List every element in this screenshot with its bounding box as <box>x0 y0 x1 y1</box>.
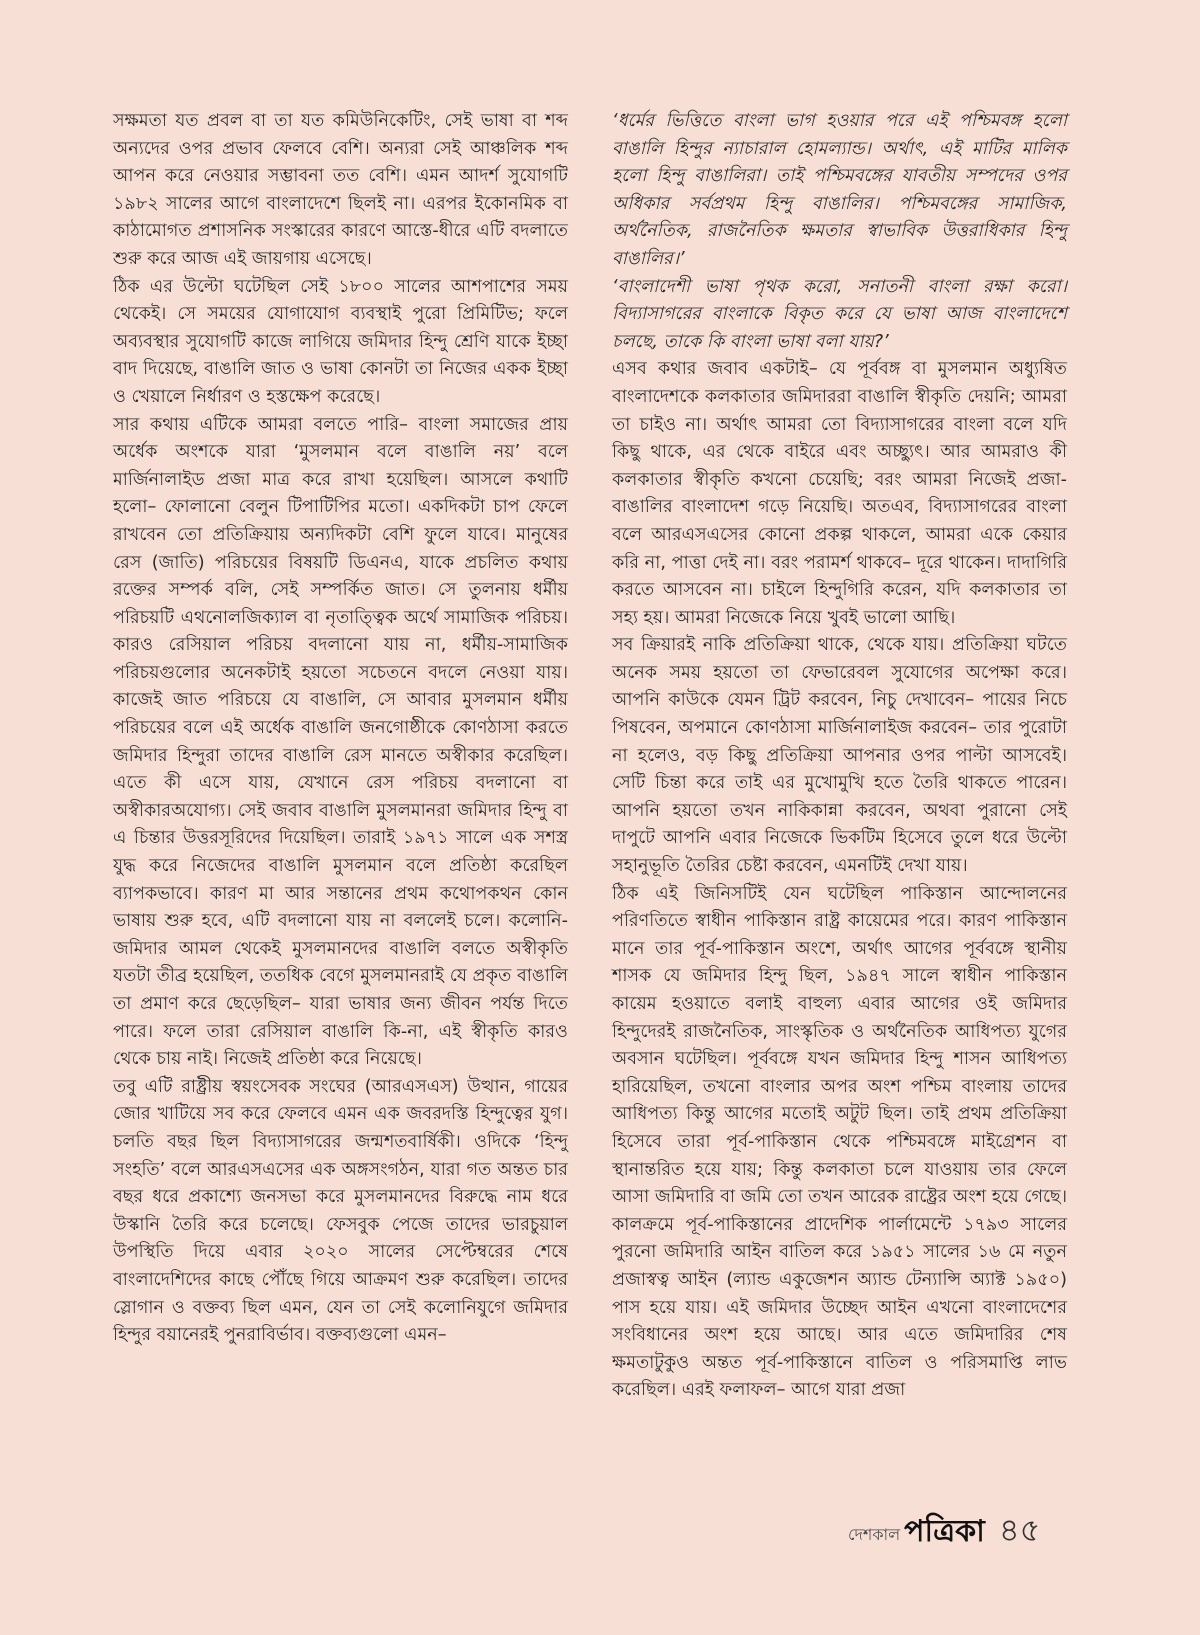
right-column <box>612 108 1067 1405</box>
body-paragraph: সক্ষমতা যত প্রবল বা তা যত কমিউনিকেটিং, সেই ভাষা বা শব্দ অন্যদের ওপর প্রভাব ফেলবে বেশি। অন্যরা সেই আঞ্চলিক শব্দ আপন করে নেওয়ার সম্ভাবনা তত বেশি। এমন আদর্শ সুযোগটি ১৯৮২ সালের আগে বাংলাদেশে ছিলই না। এরপর ইকোনমিক বা কাঠামোগত প্রশাসনিক সংস্কারের কারণে আস্তে-ধীরে এটি বদলাতে শুরু করে আজ এই জায়গায় এসেছে। <box>113 111 568 269</box>
page-number: ৪৫ <box>998 1511 1041 1549</box>
body-paragraph: সার কথায় এটিকে আমরা বলতে পারি– বাংলা সমাজের প্রায় অর্ধেক অংশকে যারা ‘মুসলমান বলে বাঙালি নয়’ বলে মার্জিনালাইড প্রজা মাত্র করে রাখা হয়েছিল। আসলে কথাটি হলো– ফোলানো বেলুন টিপাটিপির মতো। একদিকটা চাপ ফেলে রাখবেন তো প্রতিক্রিয়ায় অন্যদিকটা বেশি ফুলে যাবে। মানুষের রেস (জাতি) পরিচয়ের বিষয়টি ডিএনএ, যাকে প্রচলিত কথায় রক্তের সম্পর্ক বলি, সেই সম্পর্কিত জাত। সে তুলনায় ধর্মীয় পরিচয়টি এথনোলজিক্যাল বা নৃতাত্ত্বিক অর্থে সামাজিক পরিচয়। কারও রেসিয়াল পরিচয় বদলানো যায় না, ধর্মীয়-সামাজিক পরিচয়গুলোর অনেকটাই হয়তো সচেতনে বদলে নেওয়া যায়। কাজেই জাত পরিচয়ে যে বাঙালি, সে আবার মুসলমান ধর্মীয় পরিচয়ের বলে এই অর্ধেক বাঙালি জনগোষ্ঠীকে কোণঠাসা করতে জমিদার হিন্দুরা তাদের বাঙালি রেস মানতে অস্বীকার করেছিল। এতে কী এসে যায়, যেখানে রেস পরিচয় বদলানো বা অস্বীকারঅযোগ্য। সেই জবাব বাঙালি মুসলমানরা জমিদার হিন্দু বা এ চিন্তার উত্তরসূরিদের দিয়েছিল। তারাই ১৯৭১ সালে এক সশস্ত্র যুদ্ধ করে নিজেদের বাঙালি মুসলমান বলে প্রতিষ্ঠা করেছিল ব্যাপকভাবে। কারণ মা আর সন্তানের প্রথম কথোপকথন কোন ভাষায় শুরু হবে, এটি বদলানো যায় না বললেই চলে। কলোনি-জমিদার আমল থেকেই মুসলমানদের বাঙালি বলতে অস্বীকৃতি যতটা তীব্র হয়েছিল, ততধিক বেগে মুসলমানরাই যে প্রকৃত বাঙালি তা প্রমাণ করে ছেড়েছিল– যারা ভাষার জন্য জীবন পর্যন্ত দিতে পারে। ফলে তারা রেসিয়াল বাঙালি কি-না, এই স্বীকৃতি কারও থেকে চায় নাই। নিজেই প্রতিষ্ঠা করে নিয়েছে। <box>113 414 568 1070</box>
body-paragraph: ঠিক এর উল্টো ঘটেছিল সেই ১৮০০ সালের আশপাশের সময় থেকেই। সে সময়ের যোগাযোগ ব্যবস্থাই পুরো প্রিমিটিভ; ফলে অব্যবস্থার সুযোগটি কাজে লাগিয়ে জমিদার হিন্দু শ্রেণি যাকে ইচ্ছা বাদ দিয়েছে, বাঙালি জাত ও ভাষা কোনটা তা নিজের একক ইচ্ছা ও খেয়ালে নির্ধারণ ও হস্তক্ষেপ করেছে। <box>113 276 568 407</box>
left-column <box>113 108 568 1350</box>
body-paragraph: এসব কথার জবাব একটাই– যে পূর্ববঙ্গ বা মুসলমান অধ্যুষিত বাংলাদেশকে কলকাতার জমিদাররা বাঙালি স্বীকৃতি দেয়নি; আমরা তা চাইও না। অর্থাৎ আমরা তো বিদ্যাসাগরের বাংলা বলে যদি কিছু থাকে, এর থেকে বাইরে এবং অচ্ছ্যুৎ। আর আমরাও কী কলকাতার স্বীকৃতি কখনো চেয়েছি; বরং আমরা নিজেই প্রজা-বাঙালির বাংলাদেশ গড়ে নিয়েছি। অতএব, বিদ্যাসাগরের বাংলা বলে আরএসএসের কোনো প্রকল্প থাকলে, আমরা একে কেয়ার করি না, পাত্তা দেই না। বরং পরামর্শ থাকবে– দূরে থাকেন। দাদাগিরি করতে আসবেন না। চাইলে হিন্দুগিরি করেন, যদি কলকাতার তা সহ্য হয়। আমরা নিজেকে নিয়ে খুবই ভালো আছি। <box>612 359 1067 628</box>
body-paragraph: সব ক্রিয়ারই নাকি প্রতিক্রিয়া থাকে, থেকে যায়। প্রতিক্রিয়া ঘটতে অনেক সময় হয়তো তা ফেভারেবল সুযোগের অপেক্ষা করে। আপনি কাউকে যেমন ট্রিট করবেন, নিচু দেখাবেন– পায়ের নিচে পিষবেন, অপমানে কোণঠাসা মার্জিনালাইজ করবেন– তার পুরোটা না হলেও, বড় কিছু প্রতিক্রিয়া আপনার ওপর পাল্টা আসবেই। সেটি চিন্তা করে তাই এর মুখোমুখি হতে তৈরি থাকতে পারেন। আপনি হয়তো তখন নাকিকান্না করবেন, অথবা পুরানো সেই দাপুটে আপনি এবার নিজেকে ভিকটিম হিসেবে তুলে ধরে উল্টো সহানুভূতি তৈরির চেষ্টা করবেন, এমনটিই দেখা যায়। <box>612 635 1067 877</box>
body-paragraph: তবু এটি রাষ্ট্রীয় স্বয়ংসেবক সংঘের (আরএসএস) উত্থান, গায়ের জোর খাটিয়ে সব করে ফেলবে এমন এক জবরদস্তি হিন্দুত্বের যুগ। চলতি বছর ছিল বিদ্যাসাগরের জন্মশতবার্ষিকী। ওদিকে ‘হিন্দু সংহতি’ বলে আরএসএসের এক অঙ্গসংগঠন, যারা গত অন্তত চার বছর ধরে প্রকাশ্যে জনসভা করে মুসলমানদের বিরুদ্ধে নাম ধরে উস্কানি তৈরি করে চলেছে। ফেসবুক পেজে তাদের ভারচুয়াল উপস্থিতি দিয়ে এবার ২০২০ সালের সেপ্টেম্বরের শেষে বাংলাদেশিদের কাছে পৌঁছে গিয়ে আক্রমণ শুরু করেছিল। তাদের স্লোগান ও বক্তব্য ছিল এমন, যেন তা সেই কলোনিযুগে জমিদার হিন্দুর বয়ানেরই পুনরাবির্ভাব। বক্তব্যগুলো এমন– <box>113 1076 568 1346</box>
quote-paragraph: ‘বাংলাদেশী ভাষা পৃথক করো, সনাতনী বাংলা রক্ষা করো। বিদ্যাসাগরের বাংলাকে বিকৃত করে যে ভাষা আজ বাংলাদেশে চলছে, তাকে কি বাংলা ভাষা বলা যায়?’ <box>612 276 1067 352</box>
magazine-logo: পত্রিকা <box>904 1513 985 1549</box>
body-paragraph: ঠিক এই জিনিসটিই যেন ঘটেছিল পাকিস্তান আন্দোলনের পরিণতিতে স্বাধীন পাকিস্তান রাষ্ট্র কায়েমের পরে। কারণ পাকিস্তান মানে তার পূর্ব-পাকিস্তান অংশে, অর্থাৎ আগের পূর্ববঙ্গে স্থানীয় শাসক যে জমিদার হিন্দু ছিল, ১৯৪৭ সালে স্বাধীন পাকিস্তান কায়েম হওয়াতে বলাই বাহুল্য এবার আগের ওই জমিদার হিন্দুদেরই রাজনৈতিক, সাংস্কৃতিক ও অর্থনৈতিক আধিপত্য যুগের অবসান ঘটেছিল। পূর্ববঙ্গে যখন জমিদার হিন্দু শাসন আধিপত্য হারিয়েছিল, তখনো বাংলার অপর অংশ পশ্চিম বাংলায় তাদের আধিপত্য কিন্তু আগের মতোই অটুট ছিল। তাই প্রথম প্রতিক্রিয়া হিসেবে তারা পূর্ব-পাকিস্তান থেকে পশ্চিমবঙ্গে মাইগ্রেশন বা স্থানান্তরিত হয়ে যায়; কিন্তু কলকাতা চলে যাওয়ায় তার ফেলে আসা জমিদারি বা জমি তো তখন আরেক রাষ্ট্রের অংশ হয়ে গেছে। কালক্রমে পূর্ব-পাকিস্তানের প্রাদেশিক পার্লামেন্টে ১৭৯৩ সালের পুরনো জমিদারি আইন বাতিল করে ১৯৫১ সালের ১৬ মে নতুন প্রজাস্বত্ব আইন (ল্যান্ড একুজেশন অ্যান্ড টেন্যান্সি অ্যাক্ট ১৯৫০) পাস হয়ে যায়। এই জমিদার উচ্ছেদ আইন এখনো বাংলাদেশের সংবিধানের অংশ হয়ে আছে। আর এতে জমিদারির শেষ ক্ষমতাটুকুও অন্তত পূর্ব-পাকিস্তানে বাতিল ও পরিসমাপ্তি লাভ করেছিল। এরই ফলাফল– আগে যারা প্রজা <box>612 883 1067 1401</box>
magazine-logo-prefix: দেশকাল <box>848 1524 901 1544</box>
page-footer <box>848 1510 1040 1554</box>
quote-paragraph: ‘ধর্মের ভিত্তিতে বাংলা ভাগ হওয়ার পরে এই পশ্চিমবঙ্গ হলো বাঙালি হিন্দুর ন্যাচারাল হোমল্যান্ড। অর্থাৎ, এই মাটির মালিক হলো হিন্দু বাঙালিরা। তাই পশ্চিমবঙ্গের যাবতীয় সম্পদের ওপর অধিকার সর্বপ্রথম হিন্দু বাঙালির। পশ্চিমবঙ্গের সামাজিক, অর্থনৈতিক, রাজনৈতিক ক্ষমতার স্বাভাবিক উত্তরাধিকার হিন্দু বাঙালির।’ <box>612 111 1067 269</box>
